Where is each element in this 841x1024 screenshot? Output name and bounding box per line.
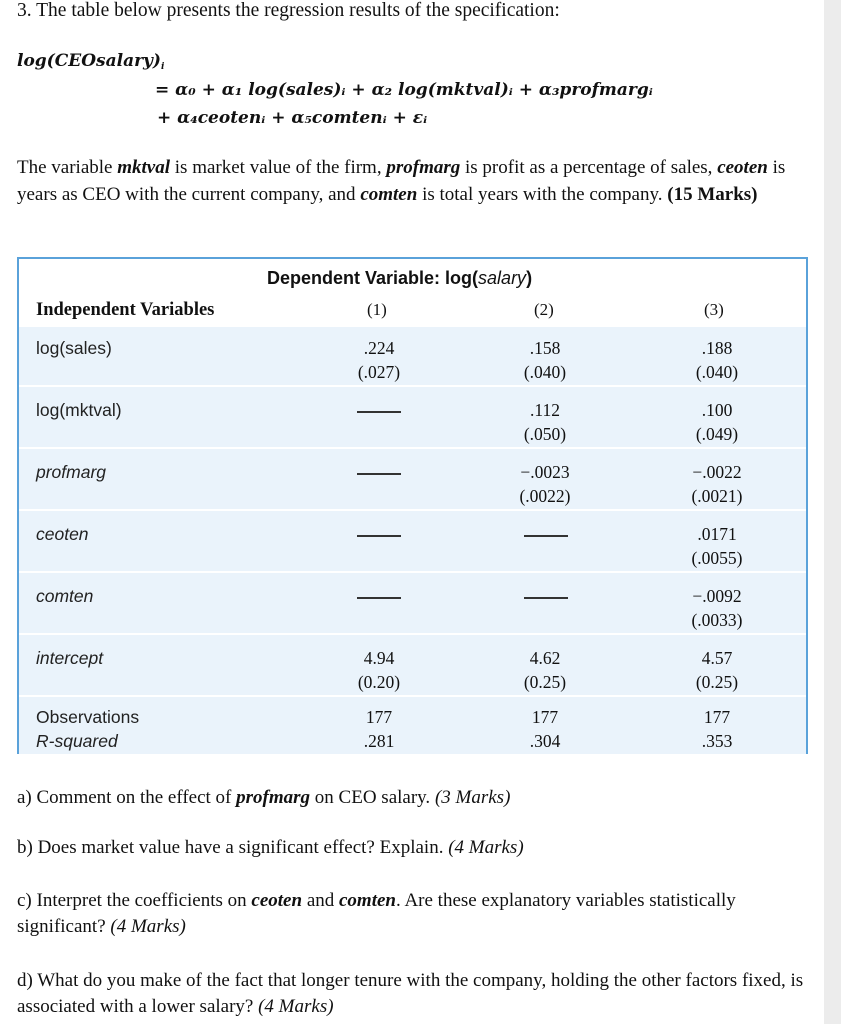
row-separator (19, 633, 806, 635)
row-separator (19, 385, 806, 387)
row-separator (19, 695, 806, 697)
column-header-1: (1) (367, 300, 387, 319)
rsquared-1: .281 (363, 731, 395, 751)
question-title: 3. The table below presents the regression results of the specification: (17, 0, 560, 21)
row-label-ceoten: ceoten (36, 524, 89, 544)
row-separator (19, 447, 806, 449)
column-header-2: (2) (534, 300, 554, 319)
observations-2: 177 (531, 707, 559, 727)
coef-intercept-1: 4.94 (363, 648, 395, 668)
row-label-intercept: intercept (36, 648, 104, 668)
row-separator (19, 509, 806, 511)
independent-variables-header: Independent Variables (36, 300, 215, 320)
table-header (19, 259, 806, 329)
se-profmarg-3: (.0021) (691, 486, 743, 506)
equation-line-3: + α₄ceotenᵢ + α₅comtenᵢ + εᵢ (157, 108, 428, 128)
se-intercept-3: (0.25) (695, 672, 739, 692)
row-label-log-mktval: log(mktval) (36, 400, 122, 420)
observations-label: Observations (36, 707, 140, 727)
row-label-profmarg: profmarg (36, 462, 107, 482)
coef-profmarg-2: −.0023 (520, 462, 570, 482)
se-log-mktval-3: (.049) (695, 424, 739, 444)
se-comten-3: (.0033) (691, 610, 743, 630)
observations-1: 177 (365, 707, 393, 727)
rsquared-3: .353 (701, 731, 733, 751)
equation-line-2: = α₀ + α₁ log(sales)ᵢ + α₂ log(mktval)ᵢ + α₃profmargᵢ (155, 80, 653, 100)
row-separator (19, 571, 806, 573)
se-intercept-1: (0.20) (357, 672, 401, 692)
equation-line-1: $\log(CEOsalary)_i$ (17, 51, 165, 72)
empty-cell-dash (357, 473, 401, 475)
coef-intercept-2: 4.62 (529, 648, 561, 668)
dependent-variable-header: Dependent Variable: log(salary) (267, 268, 533, 288)
sub-question-a: a) Comment on the effect of profmarg on CEO salary. (3 Marks) (17, 787, 511, 808)
empty-cell-dash (357, 597, 401, 599)
row-label-comten: comten (36, 586, 94, 606)
scrollbar-track[interactable] (824, 0, 841, 1024)
rsquared-label: R-squared (36, 731, 118, 751)
empty-cell-dash (524, 597, 568, 599)
observations-3: 177 (703, 707, 731, 727)
coef-log-mktval-3: .100 (701, 400, 733, 420)
se-log-mktval-2: (.050) (523, 424, 567, 444)
coef-log-sales-2: .158 (529, 338, 561, 358)
empty-cell-dash (357, 535, 401, 537)
regression-table (17, 257, 808, 754)
se-intercept-2: (0.25) (523, 672, 567, 692)
table-body (19, 327, 806, 754)
coef-ceoten-3: .0171 (697, 524, 737, 544)
empty-cell-dash (357, 411, 401, 413)
coef-intercept-3: 4.57 (701, 648, 733, 668)
coef-comten-3: −.0092 (692, 586, 742, 606)
se-log-sales-1: (.027) (357, 362, 401, 382)
se-log-sales-3: (.040) (695, 362, 739, 382)
rsquared-2: .304 (529, 731, 561, 751)
coef-log-sales-3: .188 (701, 338, 733, 358)
se-log-sales-2: (.040) (523, 362, 567, 382)
coef-log-sales-1: .224 (363, 338, 395, 358)
se-profmarg-2: (.0022) (519, 486, 571, 506)
column-header-3: (3) (704, 300, 724, 319)
variable-description: The variable mktval is market value of the firm, profmarg is profit as a percentage of sales, ceoten is years as CEO with the current company, and comten is total years with the company. (15 Marks) (17, 157, 786, 205)
sub-question-b: b) Does market value have a significant effect? Explain. (4 Marks) (17, 837, 524, 858)
row-label-log-sales: log(sales) (36, 338, 112, 358)
sub-question-d: d) What do you make of the fact that longer tenure with the company, holding the other factors fixed, is associated with a lower salary? (4 Marks) (17, 970, 804, 1017)
sub-question-c: c) Interpret the coefficients on ceoten and comten. Are these explanatory variables statistically significant? (4 Marks) (17, 890, 736, 937)
coef-log-mktval-2: .112 (530, 400, 560, 420)
se-ceoten-3: (.0055) (691, 548, 743, 568)
coef-profmarg-3: −.0022 (692, 462, 742, 482)
empty-cell-dash (524, 535, 568, 537)
